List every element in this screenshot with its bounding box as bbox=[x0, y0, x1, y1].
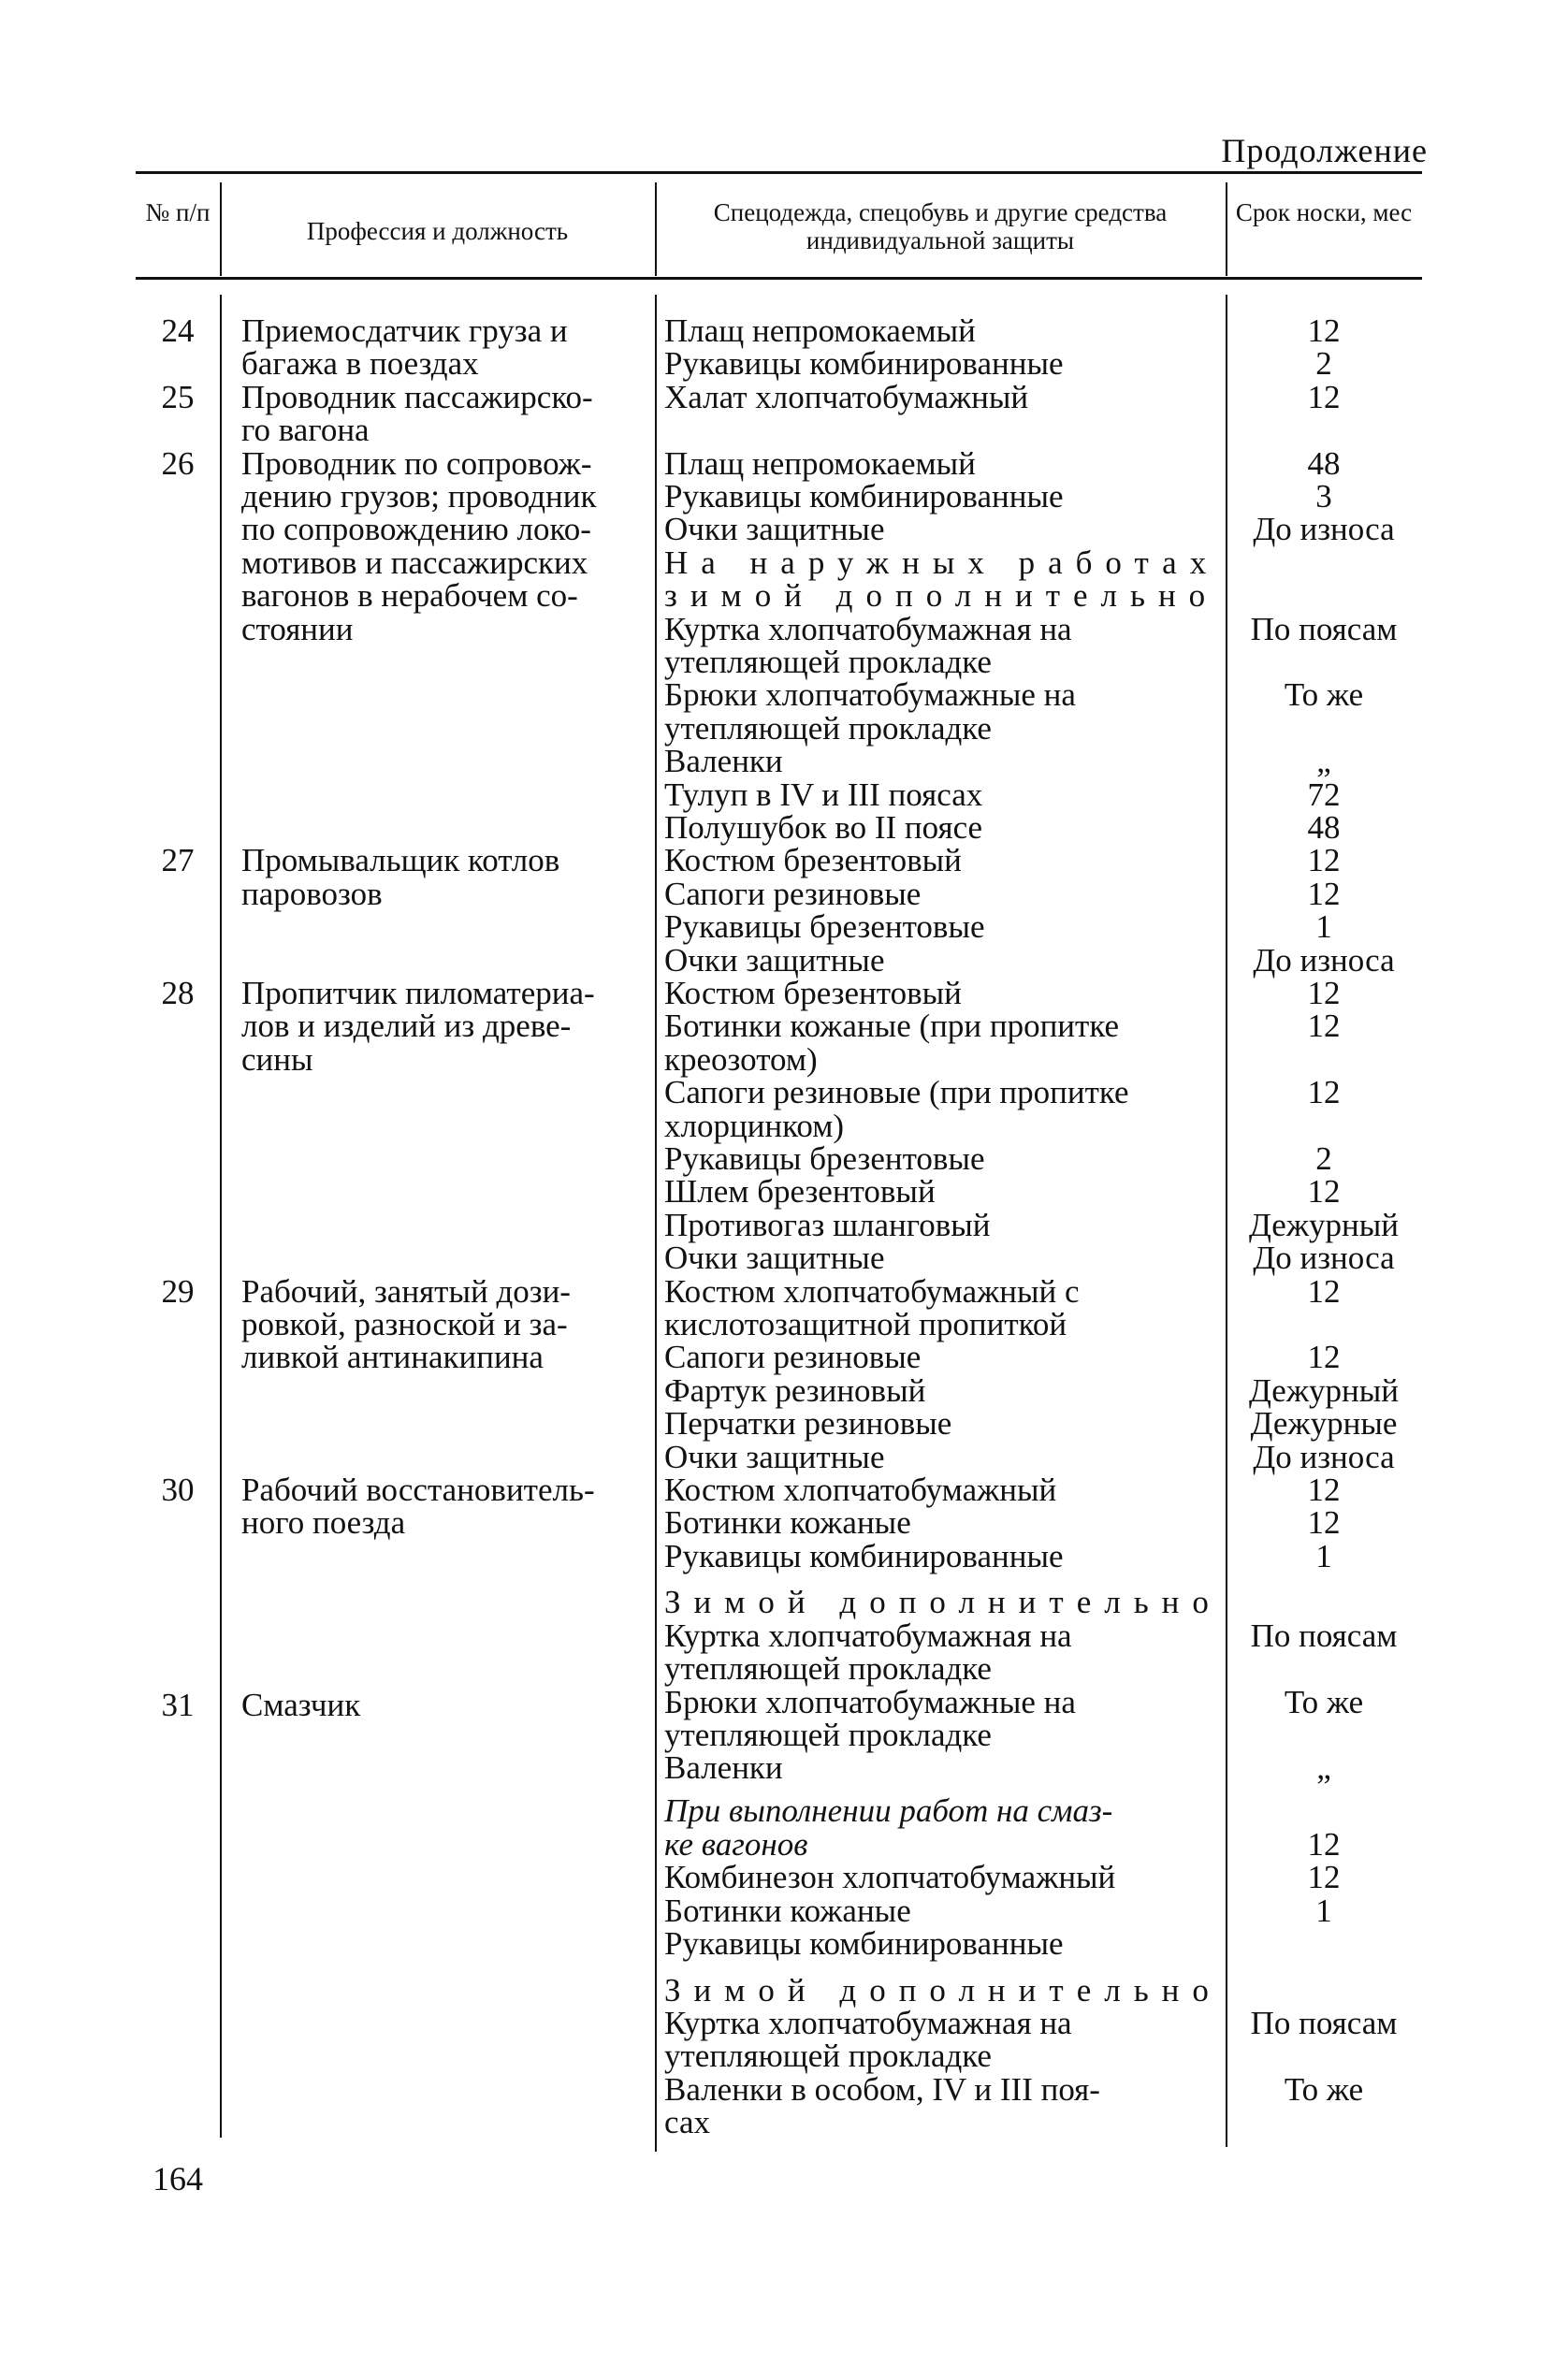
equipment-line: Рукавицы комбинированные bbox=[664, 1537, 1064, 1574]
row-number: 28 bbox=[161, 975, 195, 1011]
wear-term: По поясам bbox=[1250, 2004, 1398, 2041]
wear-term: Дежурный bbox=[1249, 1206, 1399, 1243]
profession-line: ливкой антинакипина bbox=[241, 1339, 544, 1376]
equipment-line: утепляющей прокладке bbox=[664, 709, 992, 747]
wear-term: До износа bbox=[1253, 511, 1395, 548]
equipment-line: Брюки хлопчатобумажные на bbox=[664, 1683, 1076, 1720]
header-term: Срок носки, мес bbox=[1235, 198, 1413, 226]
equipment-line: хлорцинком) bbox=[664, 1107, 845, 1144]
equipment-line: Ботинки кожаные bbox=[664, 1504, 911, 1542]
header-num: № п/п bbox=[145, 198, 211, 226]
equipment-line: Сапоги резиновые (при пропитке bbox=[664, 1074, 1129, 1111]
wear-term: 12 bbox=[1307, 875, 1341, 912]
equipment-line: Полушубок во II поясе bbox=[664, 809, 983, 846]
equipment-line: Сапоги резиновые bbox=[664, 1339, 922, 1376]
row-number: 24 bbox=[161, 312, 195, 349]
table-header-rule bbox=[136, 277, 1422, 280]
profession-line: мотивов и пассажирских bbox=[241, 544, 588, 581]
equipment-line: Шлем брезентовый bbox=[664, 1173, 936, 1211]
equipment-line: сах bbox=[664, 2104, 710, 2141]
profession-line: Рабочий восстановитель- bbox=[241, 1472, 595, 1508]
wear-term: То же bbox=[1284, 676, 1364, 714]
wear-term: 12 bbox=[1307, 1008, 1341, 1045]
column-divider bbox=[220, 182, 222, 276]
wear-term: 1 bbox=[1315, 1892, 1332, 1929]
page-number: 164 bbox=[152, 2160, 203, 2197]
wear-term: 48 bbox=[1307, 444, 1341, 482]
wear-term: До износа bbox=[1253, 1240, 1395, 1277]
profession-line: Приемосдатчик груза и bbox=[241, 312, 568, 349]
column-divider bbox=[655, 295, 657, 2152]
profession-line: Рабочий, занятый дози- bbox=[241, 1272, 571, 1310]
wear-term: 1 bbox=[1315, 1537, 1332, 1574]
equipment-line: На наружных работах bbox=[664, 544, 1220, 581]
wear-term: То же bbox=[1284, 1683, 1364, 1720]
profession-line: сины bbox=[241, 1040, 313, 1078]
equipment-line: Тулуп в IV и III поясах bbox=[664, 776, 983, 813]
wear-term: 12 bbox=[1307, 1272, 1341, 1310]
equipment-line: ке вагонов bbox=[664, 1825, 808, 1863]
equipment-line: кислотозащитной пропиткой bbox=[664, 1306, 1067, 1342]
equipment-line: Фартук резиновый bbox=[664, 1371, 926, 1409]
wear-term: 12 bbox=[1307, 975, 1341, 1011]
equipment-line: Противогаз шланговый bbox=[664, 1206, 991, 1243]
equipment-line: Костюм брезентовый bbox=[664, 975, 962, 1011]
equipment-line: зимой дополнительно bbox=[664, 577, 1219, 615]
continuation-label: Продолжение bbox=[1221, 132, 1428, 169]
profession-line: дению грузов; проводник bbox=[241, 478, 597, 515]
wear-term: По поясам bbox=[1250, 1617, 1398, 1654]
column-divider bbox=[655, 182, 657, 276]
profession-line: Проводник пассажирско- bbox=[241, 378, 593, 415]
profession-line: стоянии bbox=[241, 610, 354, 647]
wear-term: 12 bbox=[1307, 1504, 1341, 1542]
profession-line: Пропитчик пиломатериа- bbox=[241, 975, 595, 1011]
equipment-line: утепляющей прокладке bbox=[664, 644, 992, 680]
row-number: 31 bbox=[161, 1687, 195, 1724]
equipment-line: Сапоги резиновые bbox=[664, 875, 922, 912]
row-number: 27 bbox=[161, 842, 195, 879]
equipment-line: утепляющей прокладке bbox=[664, 2038, 992, 2075]
header-equipment: Спецодежда, спецобувь и другие средства индивидуальной защиты bbox=[713, 198, 1168, 254]
equipment-line: Плащ непромокаемый bbox=[664, 312, 976, 349]
wear-term: До износа bbox=[1253, 941, 1395, 979]
profession-line: лов и изделий из древе- bbox=[241, 1008, 572, 1045]
header-profession: Профессия и должность bbox=[306, 217, 569, 245]
wear-term: 12 bbox=[1307, 1074, 1341, 1111]
row-number: 26 bbox=[161, 444, 195, 482]
wear-term: 12 bbox=[1307, 1472, 1341, 1508]
wear-term: 72 bbox=[1307, 776, 1341, 813]
equipment-line: креозотом) bbox=[664, 1040, 818, 1078]
profession-line: Проводник по сопровож- bbox=[241, 444, 592, 482]
profession-line: вагонов в нерабочем со- bbox=[241, 577, 578, 615]
equipment-line: Костюм брезентовый bbox=[664, 842, 962, 879]
profession-line: ровкой, разноской и за- bbox=[241, 1306, 568, 1342]
profession-line: багажа в поездах bbox=[241, 345, 479, 383]
equipment-line: Очки защитные bbox=[664, 511, 885, 548]
equipment-line: Валенки bbox=[664, 743, 783, 780]
wear-term: 2 bbox=[1315, 345, 1332, 383]
equipment-line: Костюм хлопчатобумажный с bbox=[664, 1272, 1080, 1310]
equipment-line: Перчатки резиновые bbox=[664, 1405, 952, 1443]
equipment-line: Зимой дополнительно bbox=[664, 1584, 1222, 1621]
wear-term: 48 bbox=[1307, 809, 1341, 846]
equipment-line: Валенки bbox=[664, 1749, 783, 1787]
equipment-line: Куртка хлопчатобумажная на bbox=[664, 1617, 1072, 1654]
column-divider bbox=[1226, 182, 1227, 276]
equipment-line: утепляющей прокладке bbox=[664, 1650, 992, 1688]
wear-term: 12 bbox=[1307, 1859, 1341, 1896]
wear-term: 12 bbox=[1307, 1825, 1341, 1863]
equipment-line: Комбинезон хлопчатобумажный bbox=[664, 1859, 1116, 1896]
equipment-line: Куртка хлопчатобумажная на bbox=[664, 2004, 1072, 2041]
wear-term: 12 bbox=[1307, 842, 1341, 879]
wear-term: 3 bbox=[1315, 478, 1332, 515]
wear-term: 12 bbox=[1307, 378, 1341, 415]
row-number: 25 bbox=[161, 378, 195, 415]
equipment-line: При выполнении работ на смаз- bbox=[664, 1792, 1113, 1830]
equipment-line: Рукавицы брезентовые bbox=[664, 908, 985, 946]
equipment-line: Ботинки кожаные bbox=[664, 1892, 911, 1929]
equipment-line: Костюм хлопчатобумажный bbox=[664, 1472, 1057, 1508]
row-number: 29 bbox=[161, 1272, 195, 1310]
equipment-line: Куртка хлопчатобумажная на bbox=[664, 610, 1072, 647]
row-number: 30 bbox=[161, 1472, 195, 1508]
table-top-rule bbox=[136, 171, 1422, 174]
equipment-line: Брюки хлопчатобумажные на bbox=[664, 676, 1076, 714]
profession-line: паровозов bbox=[241, 875, 383, 912]
equipment-line: Рукавицы комбинированные bbox=[664, 345, 1064, 383]
wear-term: 12 bbox=[1307, 312, 1341, 349]
equipment-line: утепляющей прокладке bbox=[664, 1716, 992, 1753]
equipment-line: Очки защитные bbox=[664, 941, 885, 979]
column-divider bbox=[220, 295, 222, 2138]
wear-term: 2 bbox=[1315, 1140, 1332, 1177]
wear-term: „ bbox=[1316, 1749, 1331, 1787]
equipment-line: Очки защитные bbox=[664, 1240, 885, 1277]
equipment-line: Рукавицы комбинированные bbox=[664, 478, 1064, 515]
wear-term: Дежурный bbox=[1249, 1371, 1399, 1409]
wear-term: По поясам bbox=[1250, 610, 1398, 647]
profession-line: го вагона bbox=[241, 412, 370, 449]
wear-term: 12 bbox=[1307, 1173, 1341, 1211]
wear-term: 1 bbox=[1315, 908, 1332, 946]
column-divider bbox=[1226, 295, 1227, 2147]
equipment-line: Плащ непромокаемый bbox=[664, 444, 976, 482]
wear-term: То же bbox=[1284, 2070, 1364, 2108]
equipment-line: Рукавицы комбинированные bbox=[664, 1924, 1064, 1962]
equipment-line: Рукавицы брезентовые bbox=[664, 1140, 985, 1177]
wear-term: До износа bbox=[1253, 1438, 1395, 1475]
profession-line: по сопровождению локо- bbox=[241, 511, 591, 548]
profession-line: Смазчик bbox=[241, 1687, 361, 1724]
equipment-line: Ботинки кожаные (при пропитке bbox=[664, 1008, 1120, 1045]
equipment-line: Очки защитные bbox=[664, 1438, 885, 1475]
wear-term: 12 bbox=[1307, 1339, 1341, 1376]
wear-term: Дежурные bbox=[1250, 1405, 1398, 1443]
wear-term: „ bbox=[1316, 743, 1331, 780]
equipment-line: Халат хлопчатобумажный bbox=[664, 378, 1029, 415]
equipment-line: Зимой дополнительно bbox=[664, 1971, 1222, 2009]
profession-line: Промывальщик котлов bbox=[241, 842, 560, 879]
profession-line: ного поезда bbox=[241, 1504, 406, 1542]
equipment-line: Валенки в особом, IV и III поя- bbox=[664, 2070, 1100, 2108]
